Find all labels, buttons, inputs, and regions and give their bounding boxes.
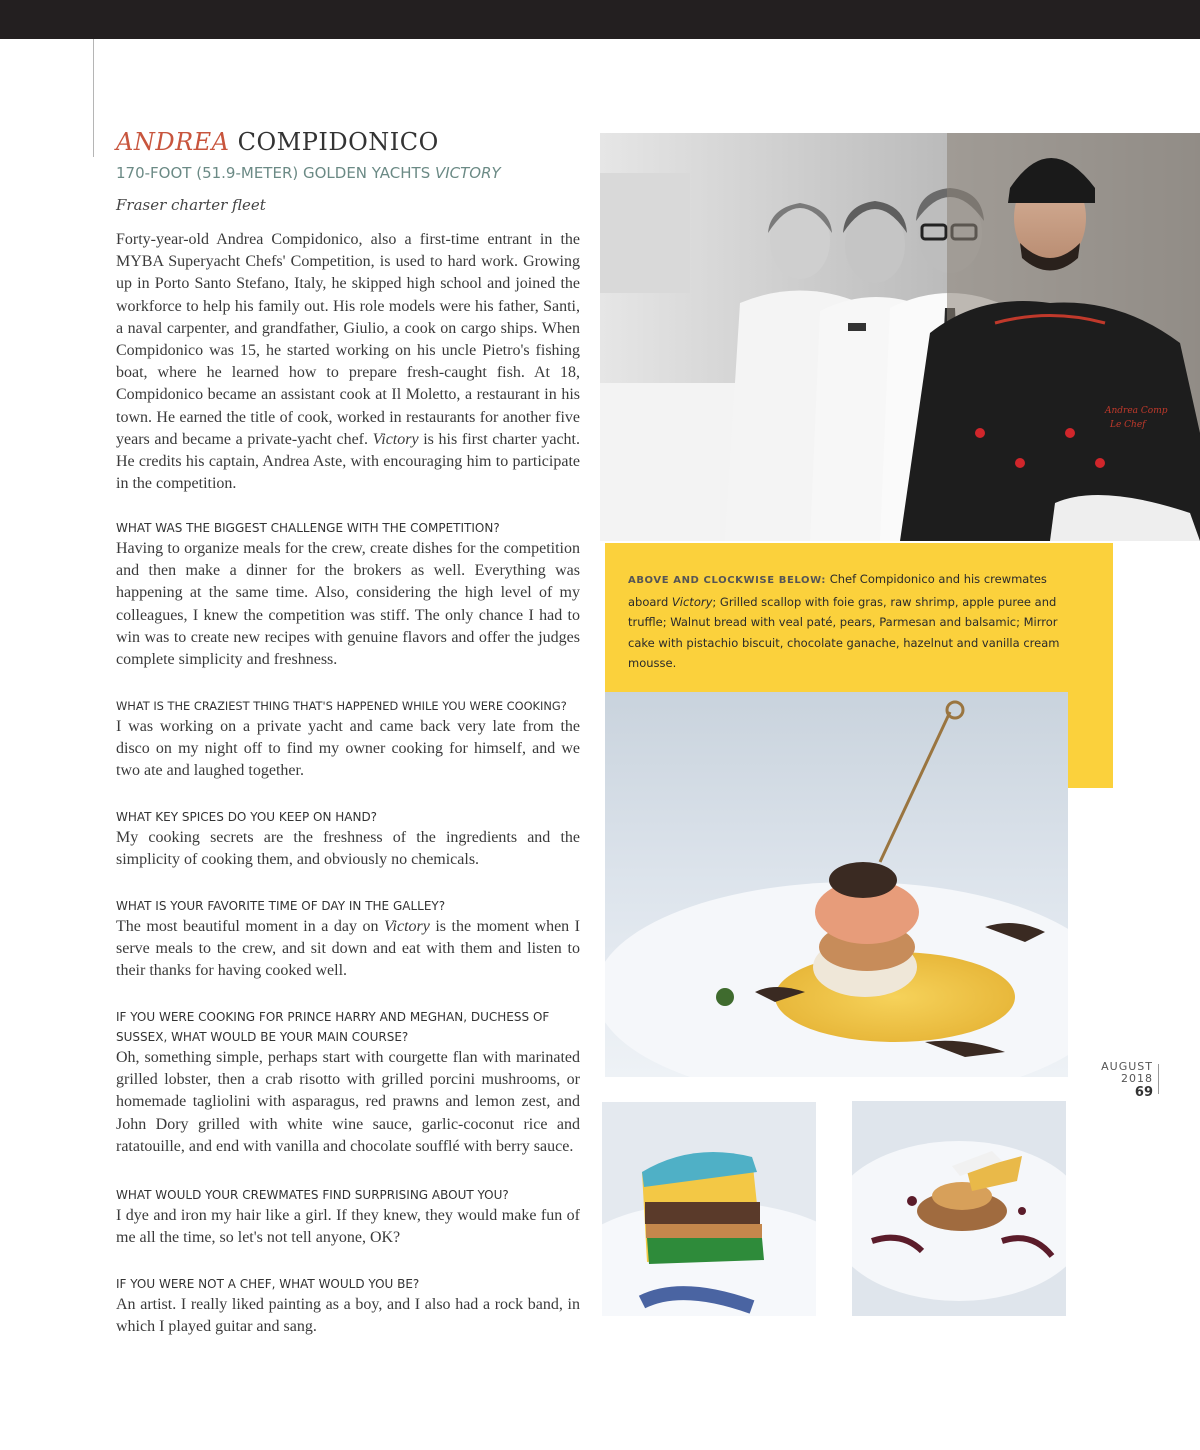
answer: [116, 916, 580, 983]
intro-italic: Victory: [372, 430, 419, 448]
caption-italic: Victory: [671, 594, 713, 609]
question: WHAT IS YOUR FAVORITE TIME OF DAY IN THE GALLEY?: [116, 899, 446, 913]
caption-lead: ABOVE AND CLOCKWISE BELOW:: [628, 575, 827, 586]
qa-block-4: [116, 896, 580, 983]
footer-year: 2018: [1121, 1072, 1153, 1085]
walnut-bread-illustration: [852, 1101, 1066, 1316]
question: IF YOU WERE NOT A CHEF, WHAT WOULD YOU BE?: [116, 1277, 420, 1291]
qa-block-3: [116, 807, 580, 871]
scallop-dish-illustration: [605, 692, 1068, 1077]
caption-text-2: ; Grilled scallop with foie gras, raw shrimp, apple puree and truffle; Walnut bread with veal paté, pears, Parmesan and balsamic; Mirror cake with pistachio biscuit, chocolate ganache, hazelnut and vanilla cream mousse.: [628, 594, 1060, 670]
question: WHAT IS THE CRAZIEST THING THAT'S HAPPENED WHILE YOU WERE COOKING?: [116, 699, 567, 713]
question-line-1: IF YOU WERE COOKING FOR PRINCE HARRY AND MEGHAN, DUCHESS OF: [116, 1010, 550, 1024]
crew-photo-illustration: [600, 133, 1200, 541]
answer-italic: Victory: [383, 918, 430, 935]
page-footer: [1101, 1061, 1153, 1101]
crew-photo: [600, 133, 1200, 541]
answer: I dye and iron my hair like a girl. If they knew, they would make fun of me all the time, so let's not tell anyone, OK?: [116, 1207, 580, 1247]
footer-rule: [1158, 1064, 1159, 1094]
walnut-bread-photo: [852, 1101, 1066, 1316]
margin-rule: [93, 39, 94, 157]
intro-part-1: Forty-year-old Andrea Compidonico, also a first-time entrant in the MYBA Superyacht Chefs' Competition, is used to hard work. Growing up in Porto Santo Stefano, Italy, he skipped high school and joined the workforce to help his family out. His role models were his father, Santi, a naval carpenter, and grandfather, Giulio, a cook on cargo ships. When Compidonico was 15, he started working on his uncle Pietro's fishing boat, where he learned how to prepare fresh-caught fish. At 18, Compidonico became an assistant cook at Il Moletto, a restaurant in his town. He earned the title of cook, worked in restaurants for another five years and became a private-yacht chef.: [116, 231, 580, 448]
yacht-prefix: 170-FOOT (51.9-METER) GOLDEN YACHTS: [116, 164, 435, 182]
qa-block-2: [116, 696, 580, 783]
mirror-cake-illustration: [602, 1102, 816, 1316]
fleet-line: Fraser charter fleet: [116, 196, 266, 214]
answer-part-1: The most beautiful moment in a day on: [116, 918, 384, 935]
answer: I was working on a private yacht and came back very late from the disco on my night off to find my owner cooking for himself, and we two ate and laughed together.: [116, 718, 580, 780]
name-last: COMPIDONICO: [237, 128, 439, 156]
question: WHAT WAS THE BIGGEST CHALLENGE WITH THE COMPETITION?: [116, 521, 500, 535]
qa-block-5: [116, 1007, 580, 1158]
answer: An artist. I really liked painting as a boy, and I also had a rock band, in which I played guitar and sang.: [116, 1296, 580, 1336]
chef-embroidery-line-2: Le Chef: [1110, 420, 1146, 430]
qa-block-6: [116, 1185, 580, 1249]
question-line-2: SUSSEX, WHAT WOULD BE YOUR MAIN COURSE?: [116, 1030, 409, 1044]
question: WHAT KEY SPICES DO YOU KEEP ON HAND?: [116, 810, 378, 824]
page-number: 69: [1134, 1085, 1153, 1100]
qa-block-7: [116, 1274, 580, 1338]
intro-paragraph: [116, 229, 580, 495]
yacht-subtitle: [116, 164, 501, 182]
qa-block-1: [116, 518, 580, 671]
intro-part-2: is his first charter yacht. He credits his captain, Andrea Aste, with encouraging him to participate in the competition.: [116, 430, 580, 493]
question: WHAT WOULD YOUR CREWMATES FIND SURPRISING ABOUT YOU?: [116, 1188, 509, 1202]
scallop-dish-photo: [605, 692, 1068, 1077]
name-first: ANDREA: [116, 128, 230, 156]
caption-text-1: Chef Compidonico and his crewmates aboard: [628, 572, 1047, 609]
mirror-cake-photo: [602, 1102, 816, 1316]
article-title: [116, 128, 439, 156]
answer: Having to organize meals for the crew, create dishes for the competition and then make a dinner for the brokers as well. Everything was happening at the same time. Also, considering the high level of my colleagues, I knew the competition was stiff. The only chance I had to win was to create new recipes with genuine flavors and offer the judges complete simplicity and freshness.: [116, 540, 580, 669]
photo-caption: [628, 569, 1068, 674]
top-bar: [0, 0, 1200, 39]
footer-month: AUGUST: [1101, 1060, 1153, 1073]
answer: My cooking secrets are the freshness of the ingredients and the simplicity of cooking them, and obviously no chemicals.: [116, 829, 580, 869]
chef-embroidery-line-1: Andrea Comp: [1105, 406, 1168, 416]
answer-part-2: is the moment when I serve meals to the crew, and sit down and eat with them and listen to their thanks for having cooked well.: [116, 918, 580, 980]
answer: Oh, something simple, perhaps start with courgette flan with marinated grilled lobster, then a crab risotto with grilled porcini mushrooms, or homemade tagliolini with asparagus, red prawns and lemon zest, and John Dory grilled with white wine sauce, garlic-coconut rice and ratatouille, and end with vanilla and chocolate soufflé with berry sauce.: [116, 1049, 580, 1155]
yacht-name: VICTORY: [434, 164, 501, 182]
